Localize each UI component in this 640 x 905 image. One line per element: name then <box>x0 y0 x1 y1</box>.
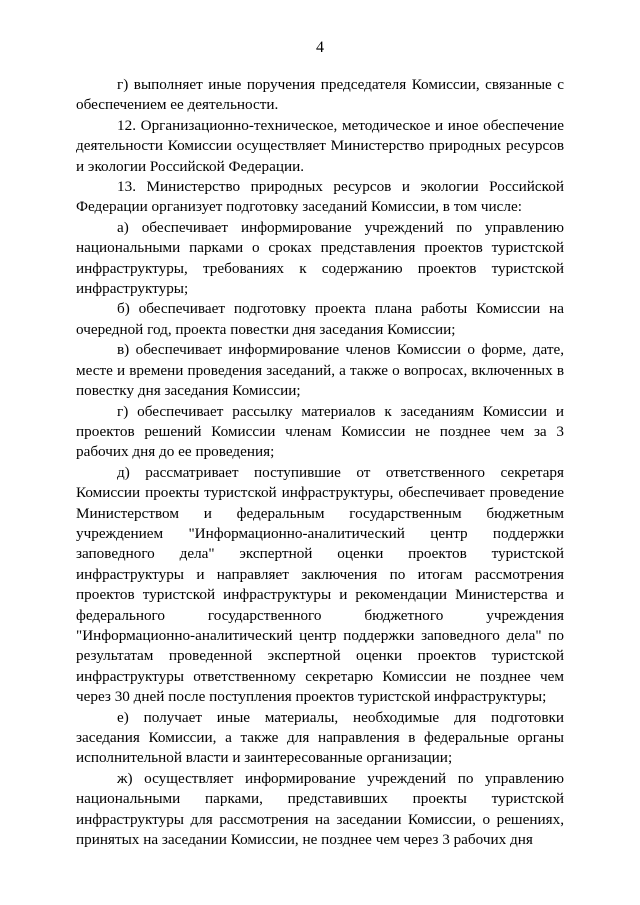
paragraph-13-e: е) получает иные материалы, необходимые для подготовки заседания Комиссии, а также для направления в федеральные органы исполнительной власти и заинтересованные организации; <box>76 708 564 767</box>
paragraph-13-a: а) обеспечивает информирование учреждений по управлению национальными парками о сроках представления проектов туристской инфраструктуры, требованиях к содержанию проектов туристской инфраструктуры; <box>76 218 564 298</box>
paragraph-13-g: г) обеспечивает рассылку материалов к заседаниям Комиссии и проектов решений Комиссии членам Комиссии не позднее чем за 3 рабочих дня до ее проведения; <box>76 402 564 461</box>
document-body <box>76 75 564 850</box>
paragraph-13-zh: ж) осуществляет информирование учреждений по управлению национальными парками, представивших проекты туристской инфраструктуры для рассмотрения на заседании Комиссии, о решениях, принятых на заседании Комиссии, не позднее чем через 3 рабочих дня <box>76 769 564 849</box>
paragraph-13-d: д) рассматривает поступившие от ответственного секретаря Комиссии проекты туристской инфраструктуры, обеспечивает проведение Министерством и федеральным государственным бюджетным учреждением "Информационно-аналитический центр поддержки заповедного дела" экспертной оценки проектов туристской инфраструктуры и направляет заключения по итогам рассмотрения проектов туристской инфраструктуры и рекомендации Министерства и федерального государственного бюджетного учреждения "Информационно-аналитический центр поддержки заповедного дела" по результатам проведенной экспертной оценки проектов туристской инфраструктуры ответственному секретарю Комиссии не позднее чем через 30 дней после поступления проектов туристской инфраструктуры; <box>76 463 564 706</box>
paragraph-13: 13. Министерство природных ресурсов и экологии Российской Федерации организует подготовку заседаний Комиссии, в том числе: <box>76 178 564 216</box>
paragraph-13-b: б) обеспечивает подготовку проекта плана работы Комиссии на очередной год, проекта повестки дня заседания Комиссии; <box>76 300 564 338</box>
paragraph-item-g-duties: г) выполняет иные поручения председателя Комиссии, связанные с обеспечением ее деятельности. <box>76 76 564 114</box>
paragraph-12: 12. Организационно-техническое, методическое и иное обеспечение деятельности Комиссии осуществляет Министерство природных ресурсов и экологии Российской Федерации. <box>76 116 564 175</box>
page-number: 4 <box>316 39 324 56</box>
paragraph-13-v: в) обеспечивает информирование членов Комиссии о форме, дате, месте и времени проведения заседаний, а также о вопросах, включенных в повестку дня заседания Комиссии; <box>76 341 564 400</box>
